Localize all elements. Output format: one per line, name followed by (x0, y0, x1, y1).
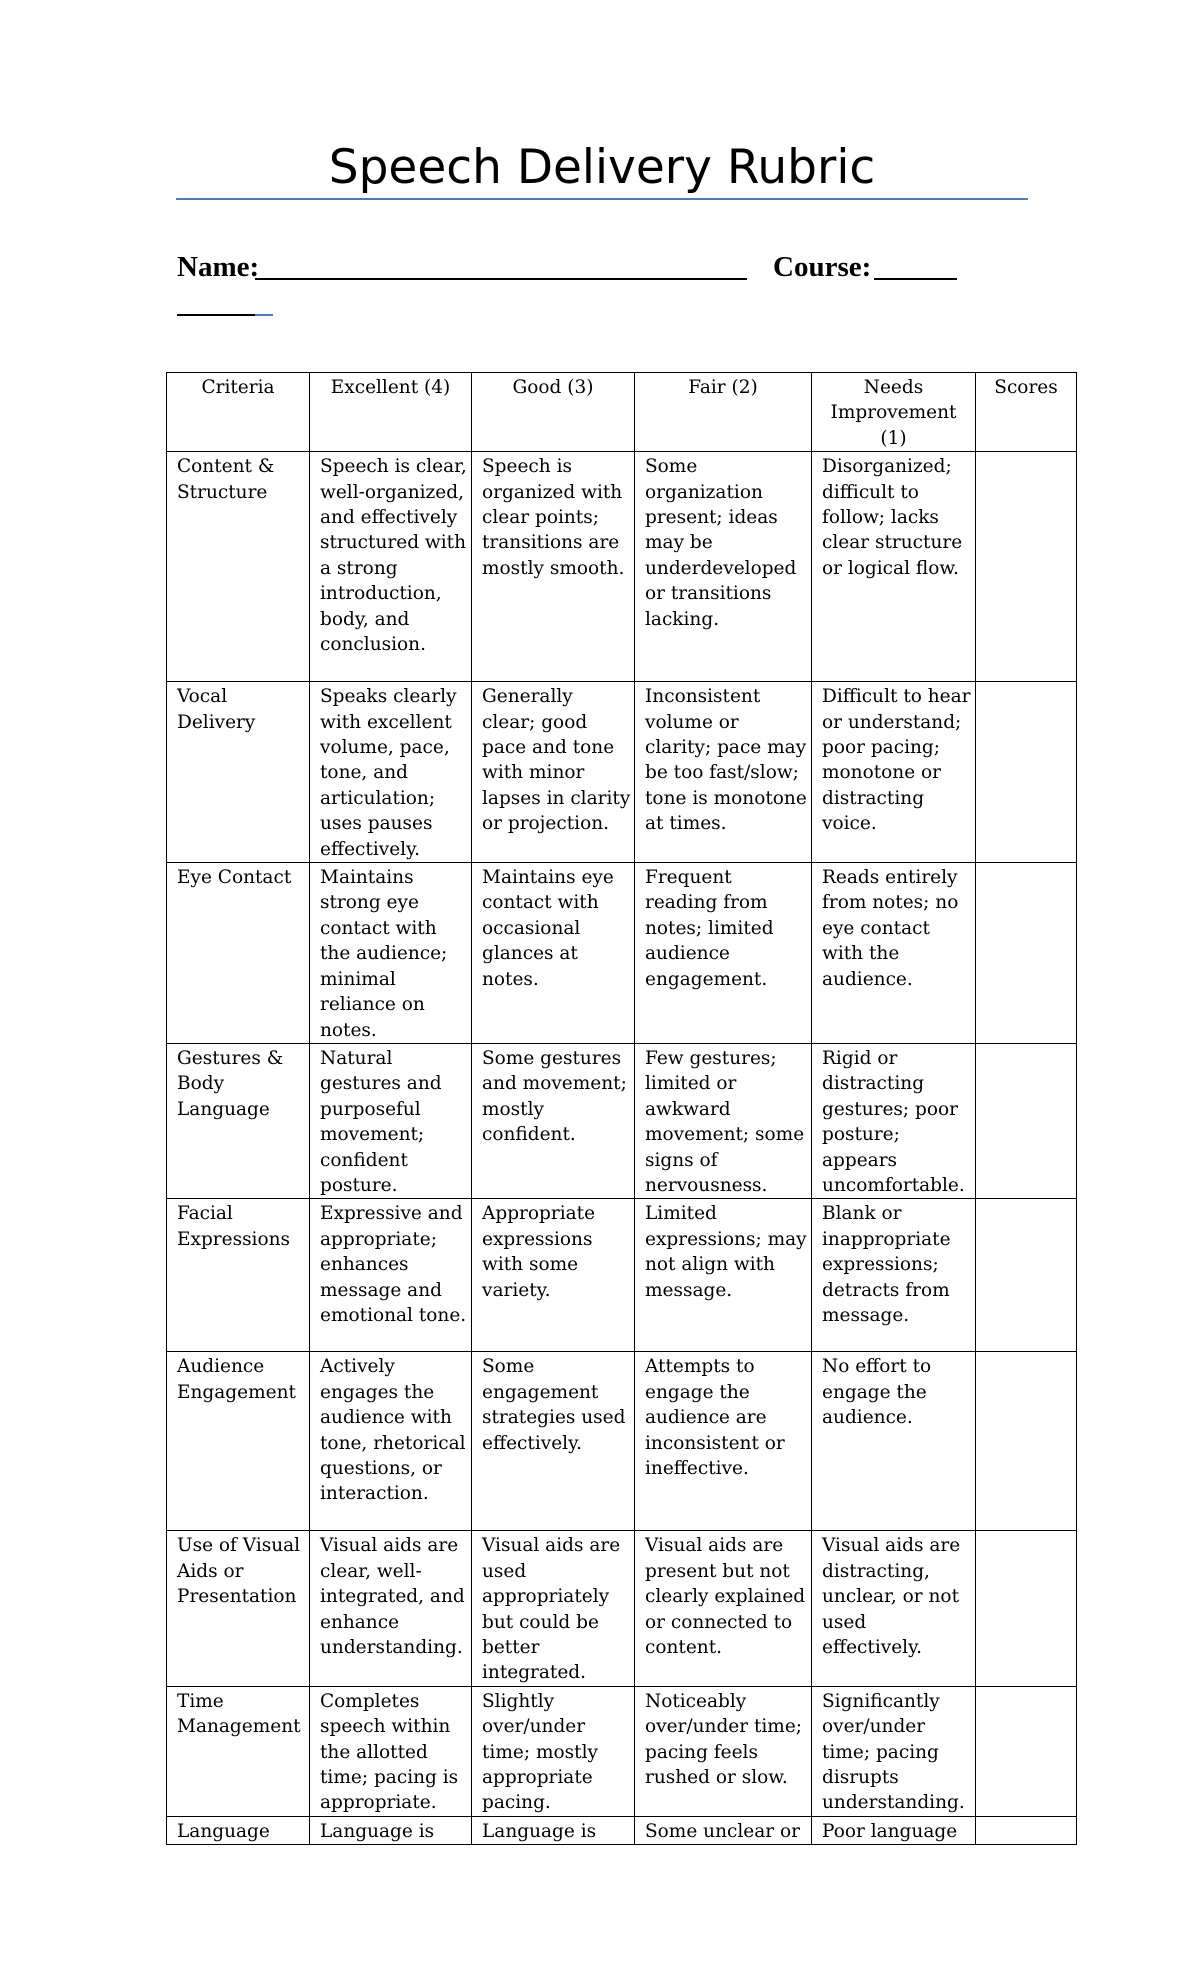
good-cell: Generally clear; good pace and tone with minor lapses in clarity or projection. (472, 682, 635, 863)
good-cell: Language is (472, 1816, 635, 1844)
needs-cell: Blank or inappropriate expressions; detracts from message. (812, 1199, 976, 1352)
score-cell[interactable] (976, 1686, 1077, 1816)
fair-cell: Visual aids are present but not clearly explained or connected to content. (635, 1531, 812, 1686)
needs-cell: Rigid or distracting gestures; poor posture; appears uncomfortable. (812, 1043, 976, 1198)
criteria-cell: Use of Visual Aids or Presentation (167, 1531, 310, 1686)
good-cell: Some gestures and movement; mostly confident. (472, 1043, 635, 1198)
score-cell[interactable] (976, 1816, 1077, 1844)
course-input-line[interactable] (874, 278, 957, 280)
course-label: Course: (773, 251, 872, 283)
needs-cell: Poor language (812, 1816, 976, 1844)
fair-cell: Some organization present; ideas may be underdeveloped or transitions lacking. (635, 452, 812, 682)
score-cell[interactable] (976, 682, 1077, 863)
fair-cell: Some unclear or (635, 1816, 812, 1844)
cursor-marker (255, 314, 273, 316)
score-cell[interactable] (976, 863, 1077, 1044)
name-label: Name: (177, 251, 260, 283)
title-underline (176, 198, 1028, 200)
score-cell[interactable] (976, 452, 1077, 682)
criteria-cell: Vocal Delivery (167, 682, 310, 863)
criteria-cell: Content & Structure (167, 452, 310, 682)
table-row (167, 1816, 1077, 1844)
good-cell: Visual aids are used appropriately but could be better integrated. (472, 1531, 635, 1686)
table-row (167, 1352, 1077, 1531)
needs-cell: Reads entirely from notes; no eye contact with the audience. (812, 863, 976, 1044)
table-row (167, 1686, 1077, 1816)
criteria-cell: Gestures & Body Language (167, 1043, 310, 1198)
good-cell: Slightly over/under time; mostly appropriate pacing. (472, 1686, 635, 1816)
fair-cell: Few gestures; limited or awkward movement; some signs of nervousness. (635, 1043, 812, 1198)
good-cell: Maintains eye contact with occasional glances at notes. (472, 863, 635, 1044)
rubric-table (166, 372, 1077, 1845)
table-row (167, 863, 1077, 1044)
excellent-cell: Language is (310, 1816, 472, 1844)
excellent-cell: Natural gestures and purposeful movement; confident posture. (310, 1043, 472, 1198)
needs-cell: Disorganized; difficult to follow; lacks clear structure or logical flow. (812, 452, 976, 682)
excellent-cell: Expressive and appropriate; enhances message and emotional tone. (310, 1199, 472, 1352)
header-fair: Fair (2) (635, 373, 812, 452)
criteria-cell: Facial Expressions (167, 1199, 310, 1352)
excellent-cell: Speaks clearly with excellent volume, pace, tone, and articulation; uses pauses effectively. (310, 682, 472, 863)
header-good: Good (3) (472, 373, 635, 452)
table-row (167, 1531, 1077, 1686)
needs-cell: Difficult to hear or understand; poor pacing; monotone or distracting voice. (812, 682, 976, 863)
needs-cell: Significantly over/under time; pacing disrupts understanding. (812, 1686, 976, 1816)
excellent-cell: Actively engages the audience with tone, rhetorical questions, or interaction. (310, 1352, 472, 1531)
header-needs-improvement: Needs Improvement (1) (812, 373, 976, 452)
excellent-cell: Maintains strong eye contact with the audience; minimal reliance on notes. (310, 863, 472, 1044)
criteria-cell: Time Management (167, 1686, 310, 1816)
criteria-cell: Audience Engagement (167, 1352, 310, 1531)
criteria-cell: Eye Contact (167, 863, 310, 1044)
good-cell: Appropriate expressions with some variety. (472, 1199, 635, 1352)
good-cell: Speech is organized with clear points; transitions are mostly smooth. (472, 452, 635, 682)
fair-cell: Noticeably over/under time; pacing feels rushed or slow. (635, 1686, 812, 1816)
fair-cell: Inconsistent volume or clarity; pace may be too fast/slow; tone is monotone at times. (635, 682, 812, 863)
score-cell[interactable] (976, 1352, 1077, 1531)
header-excellent: Excellent (4) (310, 373, 472, 452)
document-title: Speech Delivery Rubric (328, 140, 876, 195)
header-scores: Scores (976, 373, 1077, 452)
fair-cell: Limited expressions; may not align with message. (635, 1199, 812, 1352)
table-header-row (167, 373, 1077, 452)
excellent-cell: Visual aids are clear, well-integrated, and enhance understanding. (310, 1531, 472, 1686)
fair-cell: Frequent reading from notes; limited audience engagement. (635, 863, 812, 1044)
score-cell[interactable] (976, 1199, 1077, 1352)
name-input-line[interactable] (255, 278, 747, 280)
header-criteria: Criteria (167, 373, 310, 452)
table-row (167, 452, 1077, 682)
needs-cell: No effort to engage the audience. (812, 1352, 976, 1531)
needs-cell: Visual aids are distracting, unclear, or not used effectively. (812, 1531, 976, 1686)
score-cell[interactable] (976, 1531, 1077, 1686)
excellent-cell: Speech is clear, well-organized, and effectively structured with a strong introduction, body, and conclusion. (310, 452, 472, 682)
score-cell[interactable] (976, 1043, 1077, 1198)
table-row (167, 682, 1077, 863)
table-row (167, 1043, 1077, 1198)
good-cell: Some engagement strategies used effectively. (472, 1352, 635, 1531)
criteria-cell: Language (167, 1816, 310, 1844)
fair-cell: Attempts to engage the audience are inconsistent or ineffective. (635, 1352, 812, 1531)
excellent-cell: Completes speech within the allotted time; pacing is appropriate. (310, 1686, 472, 1816)
course-input-line-continued[interactable] (177, 314, 255, 316)
table-row (167, 1199, 1077, 1352)
